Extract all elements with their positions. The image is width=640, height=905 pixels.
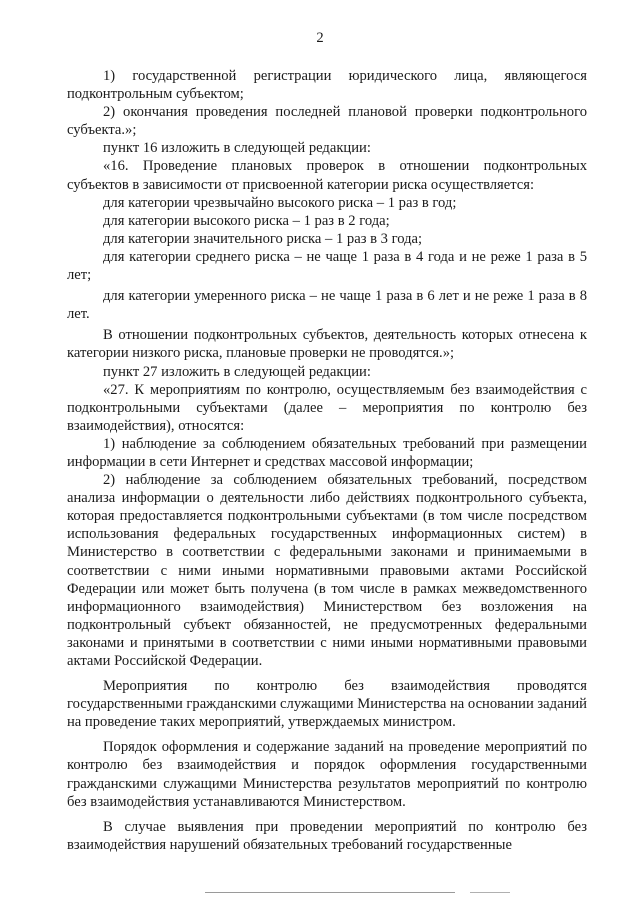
paragraph: для категории высокого риска – 1 раз в 2 года; bbox=[103, 212, 390, 229]
paragraph: 2) окончания проведения последней плановой проверки подконтрольного субъекта.»; bbox=[67, 104, 587, 139]
paragraph: для категории умеренного риска – не чаще 1 раза в 6 лет и не реже 1 раза в 8 лет. bbox=[67, 288, 587, 323]
page-number: 2 bbox=[316, 30, 324, 46]
paragraph: 1) государственной регистрации юридического лица, являющегося подконтрольным субъектом; bbox=[67, 68, 587, 103]
paragraph: Мероприятия по контролю без взаимодействия проводятся государственными гражданскими служащими Министерства на основании заданий на проведение таких мероприятий, утверждаемых министром. bbox=[67, 678, 587, 731]
paragraph: 2) наблюдение за соблюдением обязательных требований, посредством анализа информации о деятельности либо действиях подконтрольного субъекта, которая предоставляется подконтрольными субъектами (в том числе посредством использования федеральных государственных информационных систем) в Министерство в соответствии с федеральными законами и принимаемыми в соответствии с ними иными нормативными правовыми актами Российской Федерации или может быть получена (в том числе в рамках межведомственного информационного взаимодействия) Министерством без возложения на подконтрольный субъект обязанностей, не предусмотренных федеральными законами и принятыми в соответствии с ними иными нормативными правовыми актами Российской Федерации. bbox=[67, 472, 587, 669]
paragraph: пункт 16 изложить в следующей редакции: bbox=[103, 140, 371, 157]
document-body bbox=[67, 67, 587, 854]
paragraph: «16. Проведение плановых проверок в отношении подконтрольных субъектов в зависимости от присвоенной категории риска осуществляется: bbox=[67, 158, 587, 193]
paragraph: В случае выявления при проведении мероприятий по контролю без взаимодействия нарушений обязательных требований государственные bbox=[67, 818, 587, 853]
paragraph: Порядок оформления и содержание заданий на проведение мероприятий по контролю без взаимодействия и порядок оформления государственными гражданскими служащими Министерства результатов мероприятий по контролю без взаимодействия устанавливаются Министерством. bbox=[67, 739, 587, 810]
scan-edge-line bbox=[205, 892, 455, 893]
paragraph: для категории чрезвычайно высокого риска – 1 раз в год; bbox=[103, 194, 457, 211]
paragraph: пункт 27 изложить в следующей редакции: bbox=[103, 363, 371, 380]
paragraph: В отношении подконтрольных субъектов, деятельность которых отнесена к категории низкого риска, плановые проверки не проводятся.»; bbox=[67, 327, 587, 362]
scan-edge-line bbox=[470, 892, 510, 893]
paragraph: «27. К мероприятиям по контролю, осуществляемым без взаимодействия с подконтрольными субъектами (далее – мероприятия по контролю без взаимодействия), относятся: bbox=[67, 381, 587, 434]
paragraph: для категории значительного риска – 1 раз в 3 года; bbox=[103, 230, 423, 247]
paragraph: 1) наблюдение за соблюдением обязательных требований при размещении информации в сети Интернет и средствах массовой информации; bbox=[67, 435, 587, 470]
paragraph: для категории среднего риска – не чаще 1 раза в 4 года и не реже 1 раза в 5 лет; bbox=[67, 248, 587, 284]
